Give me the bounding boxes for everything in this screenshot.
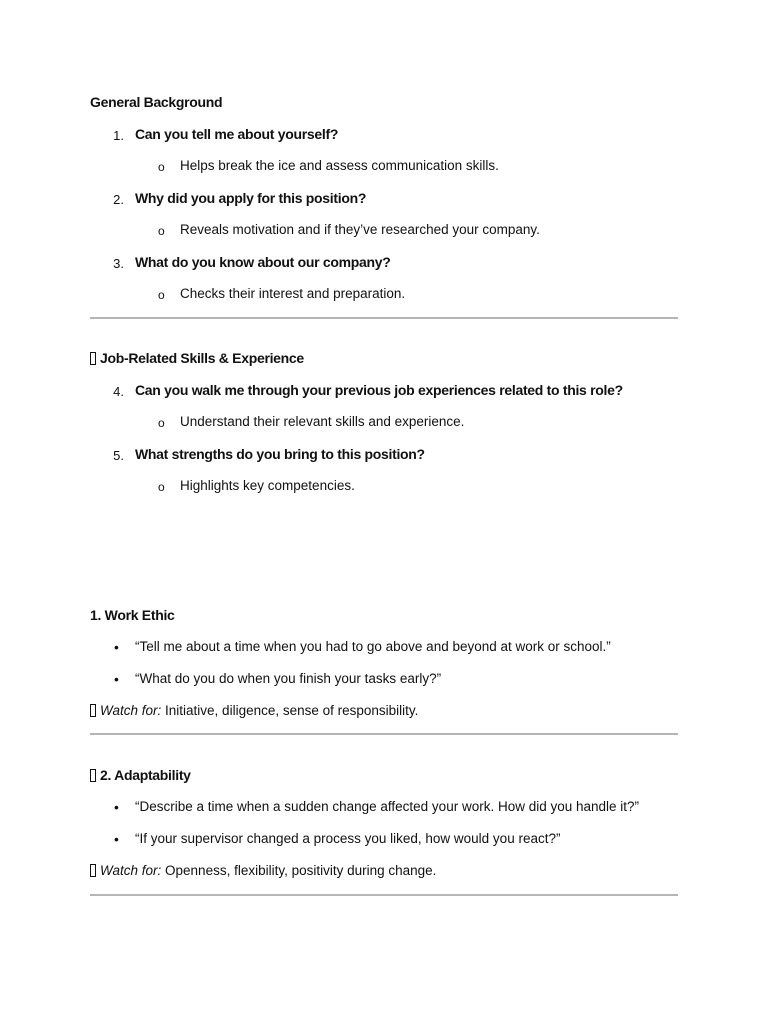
missing-glyph-icon bbox=[90, 864, 96, 877]
question-text: Can you walk me through your previous job experiences related to this role? bbox=[135, 382, 623, 398]
section-title-adaptability bbox=[90, 767, 191, 783]
question-note: Highlights key competencies. bbox=[180, 478, 355, 493]
interview-prompt: “If your supervisor changed a process you liked, how would you react?” bbox=[135, 831, 561, 846]
section-title-text: Job-Related Skills & Experience bbox=[100, 350, 304, 366]
section-title-job-skills bbox=[90, 350, 304, 366]
section-title-work-ethic: 1. Work Ethic bbox=[90, 607, 175, 623]
interview-prompt: “Describe a time when a sudden change affected your work. How did you handle it?” bbox=[135, 799, 640, 814]
question-text: Can you tell me about yourself? bbox=[135, 126, 339, 142]
watch-for-line bbox=[90, 703, 418, 718]
watch-for-text: Openness, flexibility, positivity during change. bbox=[161, 863, 437, 878]
section-title-general-background: General Background bbox=[90, 94, 223, 110]
bullet-marker: • bbox=[114, 799, 119, 815]
sub-bullet-marker: o bbox=[158, 288, 165, 302]
watch-for-label: Watch for: bbox=[100, 863, 162, 878]
sub-bullet-marker: o bbox=[158, 480, 165, 494]
missing-glyph-icon bbox=[90, 352, 96, 365]
question-number: 2. bbox=[113, 192, 124, 207]
section-title-text: 2. Adaptability bbox=[100, 767, 191, 783]
bullet-marker: • bbox=[114, 831, 119, 847]
missing-glyph-icon bbox=[90, 704, 96, 717]
watch-for-line bbox=[90, 863, 436, 878]
question-number: 1. bbox=[113, 128, 124, 143]
interview-prompt: “Tell me about a time when you had to go above and beyond at work or school.” bbox=[135, 639, 611, 654]
question-note: Reveals motivation and if they’ve researched your company. bbox=[180, 222, 540, 237]
section-divider bbox=[90, 317, 678, 319]
sub-bullet-marker: o bbox=[158, 416, 165, 430]
interview-prompt: “What do you do when you finish your tasks early?” bbox=[135, 671, 442, 686]
question-text: What strengths do you bring to this position? bbox=[135, 446, 425, 462]
bullet-marker: • bbox=[114, 671, 119, 687]
question-note: Helps break the ice and assess communication skills. bbox=[180, 158, 499, 173]
section-divider bbox=[90, 733, 678, 735]
bullet-marker: • bbox=[114, 639, 119, 655]
question-note: Understand their relevant skills and experience. bbox=[180, 414, 465, 429]
section-divider bbox=[90, 894, 678, 896]
watch-for-text: Initiative, diligence, sense of responsibility. bbox=[161, 703, 419, 718]
question-note: Checks their interest and preparation. bbox=[180, 286, 406, 301]
sub-bullet-marker: o bbox=[158, 224, 165, 238]
question-number: 4. bbox=[113, 384, 124, 399]
question-number: 5. bbox=[113, 448, 124, 463]
missing-glyph-icon bbox=[90, 769, 96, 782]
watch-for-label: Watch for: bbox=[100, 703, 162, 718]
sub-bullet-marker: o bbox=[158, 160, 165, 174]
question-text: What do you know about our company? bbox=[135, 254, 391, 270]
question-text: Why did you apply for this position? bbox=[135, 190, 367, 206]
question-number: 3. bbox=[113, 256, 124, 271]
